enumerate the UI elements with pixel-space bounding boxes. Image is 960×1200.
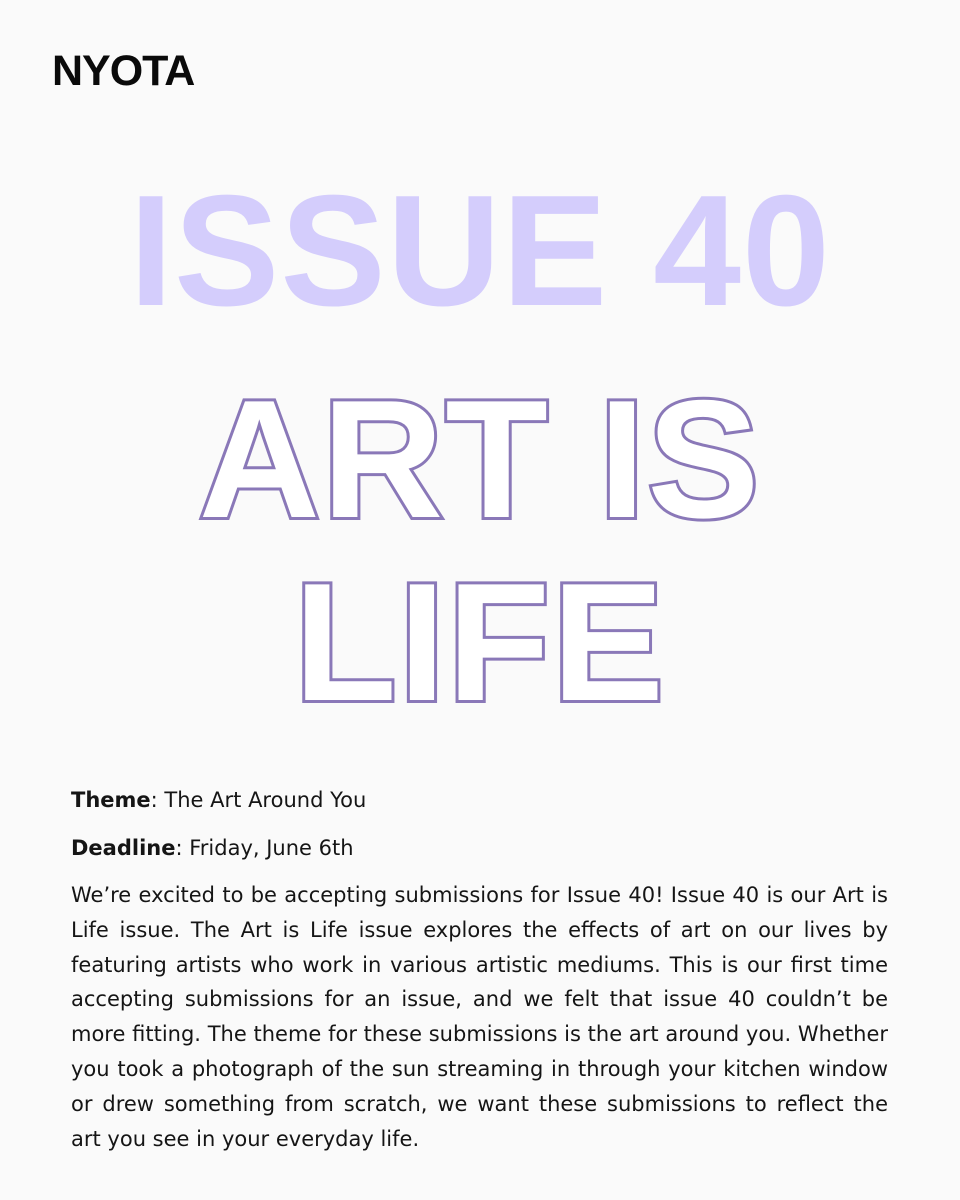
headline-line-1: ART IS xyxy=(198,365,762,553)
theme-value: The Art Around You xyxy=(164,788,367,812)
theme-label: Theme xyxy=(71,788,151,812)
deadline-colon: : xyxy=(175,836,190,860)
headline-line-2: LIFE xyxy=(294,548,666,736)
deadline-value: Friday, June 6th xyxy=(189,836,354,860)
deadline-label: Deadline xyxy=(71,836,176,860)
body-paragraph: We’re excited to be accepting submissions for Issue 40! Issue 40 is our Art is Life issue. The Art is Life issue explores the effects of art on our lives by featuring artists who work in various artistic mediums. This is our first time accepting submissions for an issue, and we felt that issue 40 couldn’t be more fitting. The theme for these submissions is the art around you. Whether you took a photograph of the sun streaming in through your kitchen window or drew something from scratch, we want these submissions to reflect the art you see in your everyday life. xyxy=(71,883,888,1151)
brand-logo: NYOTA xyxy=(52,47,195,95)
theme-colon: : xyxy=(150,788,165,812)
theme-line xyxy=(71,790,366,811)
deadline-line xyxy=(71,838,354,859)
issue-number: ISSUE 40 xyxy=(129,163,831,339)
